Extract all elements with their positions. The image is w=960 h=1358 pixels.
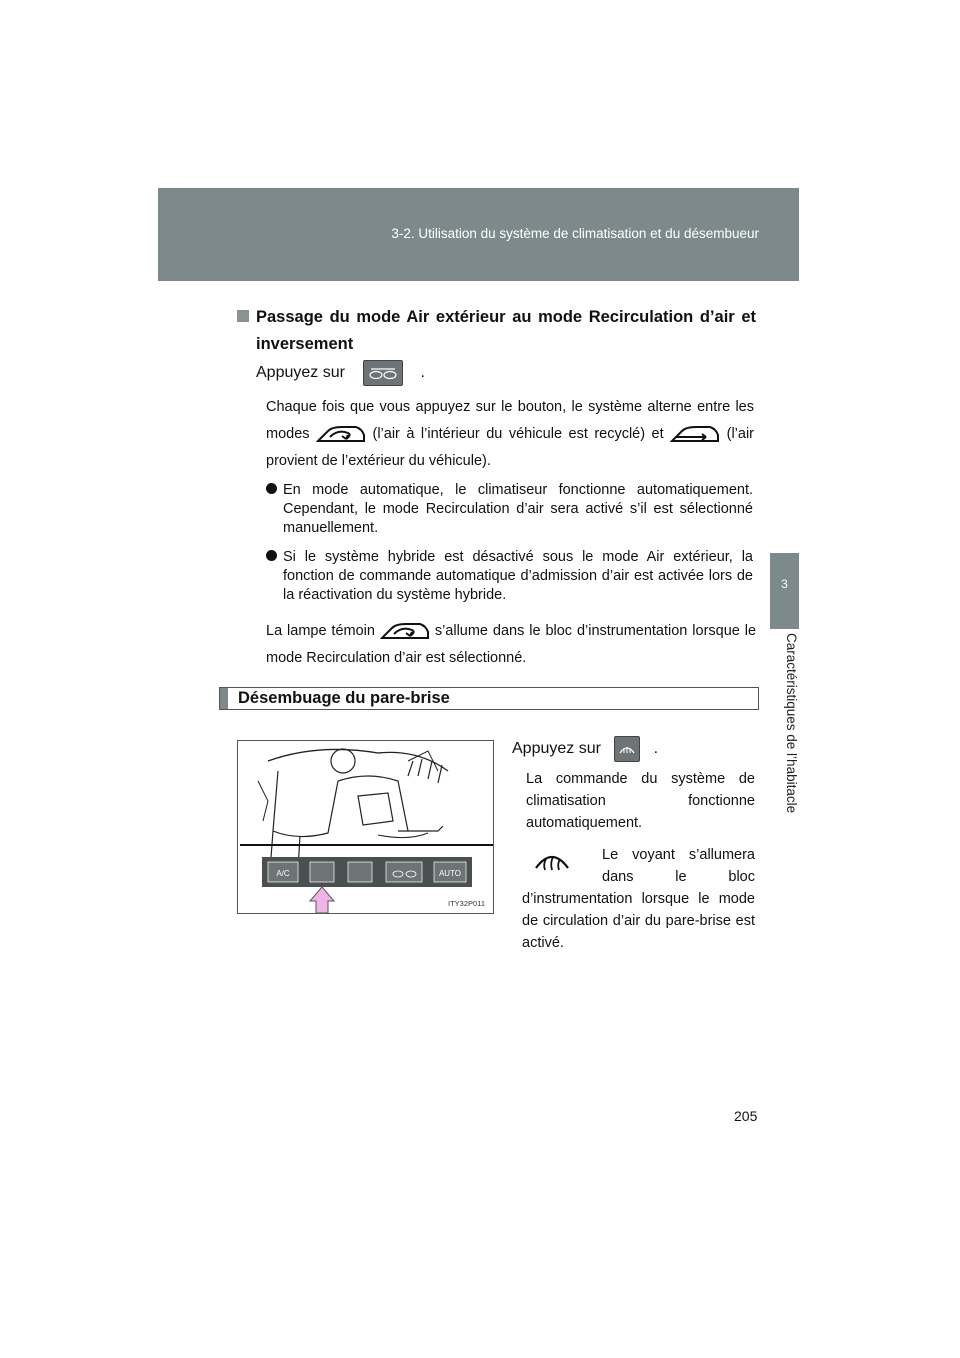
section2-title: Désembuage du pare-brise <box>238 689 450 707</box>
press-suffix: . <box>420 364 425 382</box>
press-prefix-2: Appuyez sur <box>512 740 601 758</box>
section-title: Passage du mode Air extérieur au mode Recirculation d’air et inversement <box>256 308 756 353</box>
recirculation-button-icon <box>363 360 403 386</box>
para2-part-b: s’allume dans le bloc d’instrumentation lorsque le mode Recirculation d’air est sélectionné. <box>266 623 757 666</box>
svg-text:AUTO: AUTO <box>438 869 462 878</box>
svg-text:A/C: A/C <box>276 869 290 878</box>
front-defroster-button-icon <box>614 736 640 762</box>
chapter-label: Caractéristiques de l’habitacle <box>784 633 799 814</box>
para1-part-c: (l’air provient de l’extérieur du véhicule). <box>266 426 755 469</box>
section2-strip <box>220 688 228 709</box>
para1-part-b: (l’air à l’intérieur du véhicule est recyclé) et <box>372 426 664 442</box>
defroster-indicator-icon <box>532 844 572 874</box>
press-prefix: Appuyez sur <box>256 364 345 382</box>
defrost-description: La commande du système de climatisation fonctionne automatiquement. <box>526 771 755 831</box>
mode-description <box>266 394 754 475</box>
header-band <box>158 188 799 281</box>
indicator-description <box>266 618 756 672</box>
list-item-text: En mode automatique, le climatiseur fonctionne automatiquement. Cependant, le mode Recirculation d’air sera activé s’il est sélectionné manuellement. <box>283 482 753 536</box>
para1-part-a: Chaque fois que vous appuyez sur le bouton, le système alterne entre les modes <box>266 399 754 442</box>
outside-air-car-icon <box>670 423 720 445</box>
para4-text: Le voyant s’allumera dans le bloc d’instrumentation lorsque le mode de circulation d’air du pare-brise est activé. <box>522 847 755 951</box>
section-header: 3-2. Utilisation du système de climatisation et du désembueur <box>391 226 759 241</box>
recirculation-car-icon <box>316 423 366 445</box>
section-marker <box>237 310 249 322</box>
bullet-dot <box>266 550 277 561</box>
defrost-indicator-description <box>522 844 755 954</box>
press-instruction-2 <box>512 736 658 762</box>
recirculation-car-icon <box>380 620 430 642</box>
section2-header <box>219 687 759 710</box>
dashboard-figure <box>237 740 494 914</box>
figure-code: ITY32P011 <box>448 899 485 908</box>
dashboard-illustration <box>238 741 494 914</box>
chapter-number: 3 <box>781 577 788 591</box>
page-number: 205 <box>734 1108 758 1124</box>
list-item-text: Si le système hybride est désactivé sous le mode Air extérieur, la fonction de commande automatique d’admission d’air est activée lors de la réactivation du système hybride. <box>283 549 753 603</box>
para2-part-a: La lampe témoin <box>266 623 375 639</box>
chapter-tab <box>770 553 799 629</box>
bullet-dot <box>266 483 277 494</box>
press-suffix-2: . <box>653 740 659 758</box>
press-instruction <box>256 360 425 386</box>
